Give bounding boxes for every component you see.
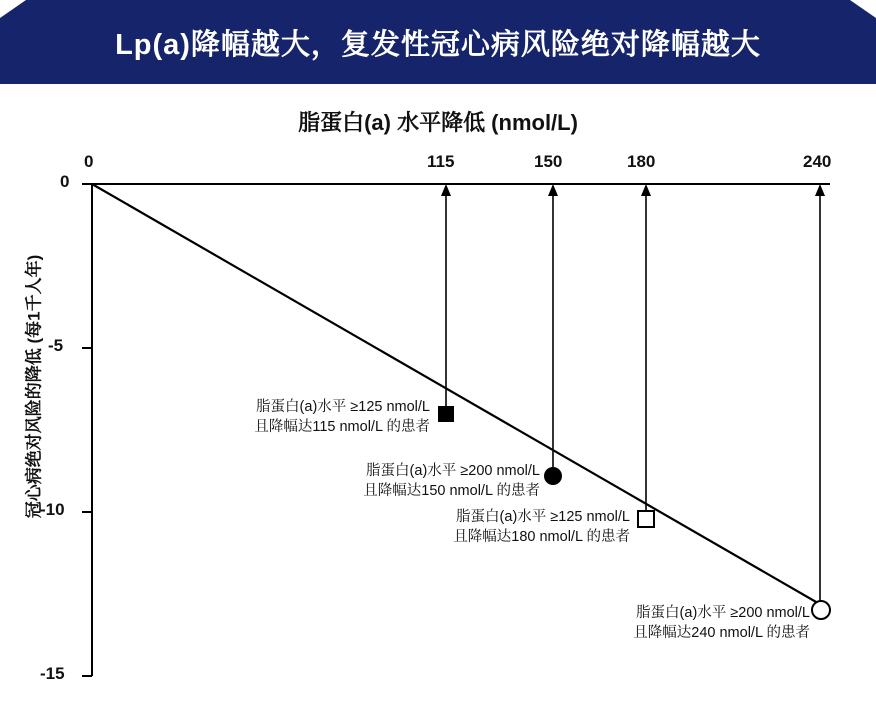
- annotation-150: [100, 462, 540, 501]
- arrowhead-150: [548, 184, 558, 196]
- y-tick-label-0: 0: [60, 172, 70, 191]
- annotation-180: [190, 508, 630, 547]
- annotation-240-line2: 且降幅达240 nmol/L 的患者: [633, 624, 810, 641]
- chart-title: 脂蛋白(a) 水平降低 (nmol/L): [298, 110, 578, 135]
- data-point-marker-150: [544, 467, 562, 485]
- annotation-240-line1: 脂蛋白(a)水平 ≥200 nmol/L: [636, 605, 810, 621]
- annotation-115-line1: 脂蛋白(a)水平 ≥125 nmol/L: [256, 399, 430, 415]
- arrowhead-240: [815, 184, 825, 196]
- x-tick-label-180: 180: [627, 152, 656, 171]
- x-tick-label-0: 0: [84, 152, 94, 171]
- data-point-marker-240: [812, 601, 830, 619]
- title-banner: [0, 0, 876, 84]
- y-tick-label-minus5: -5: [48, 336, 64, 355]
- data-point-marker-115: [438, 406, 454, 422]
- page-title: Lp(a)降幅越大，复发性冠心病风险绝对降幅越大: [115, 28, 761, 61]
- annotation-180-line1: 脂蛋白(a)水平 ≥125 nmol/L: [456, 509, 630, 525]
- y-axis-label: 冠心病绝对风险的降低 (每1千人年): [24, 254, 44, 519]
- y-tick-label-minus15: -15: [40, 664, 65, 683]
- annotation-115: [0, 398, 430, 437]
- data-point-marker-180: [638, 511, 654, 527]
- annotation-150-line2: 且降幅达150 nmol/L 的患者: [363, 482, 540, 499]
- x-tick-label-150: 150: [534, 152, 563, 171]
- y-tick-label-minus10: -10: [40, 500, 65, 519]
- annotation-150-line1: 脂蛋白(a)水平 ≥200 nmol/L: [366, 463, 540, 479]
- annotation-240: [370, 604, 810, 643]
- arrowhead-180: [641, 184, 651, 196]
- arrowhead-115: [441, 184, 451, 196]
- annotation-180-line2: 且降幅达180 nmol/L 的患者: [453, 528, 630, 545]
- annotation-115-line2: 且降幅达115 nmol/L 的患者: [254, 418, 430, 435]
- chart-panel: [0, 84, 876, 728]
- x-tick-label-115: 115: [427, 152, 455, 171]
- x-tick-label-240: 240: [803, 152, 832, 171]
